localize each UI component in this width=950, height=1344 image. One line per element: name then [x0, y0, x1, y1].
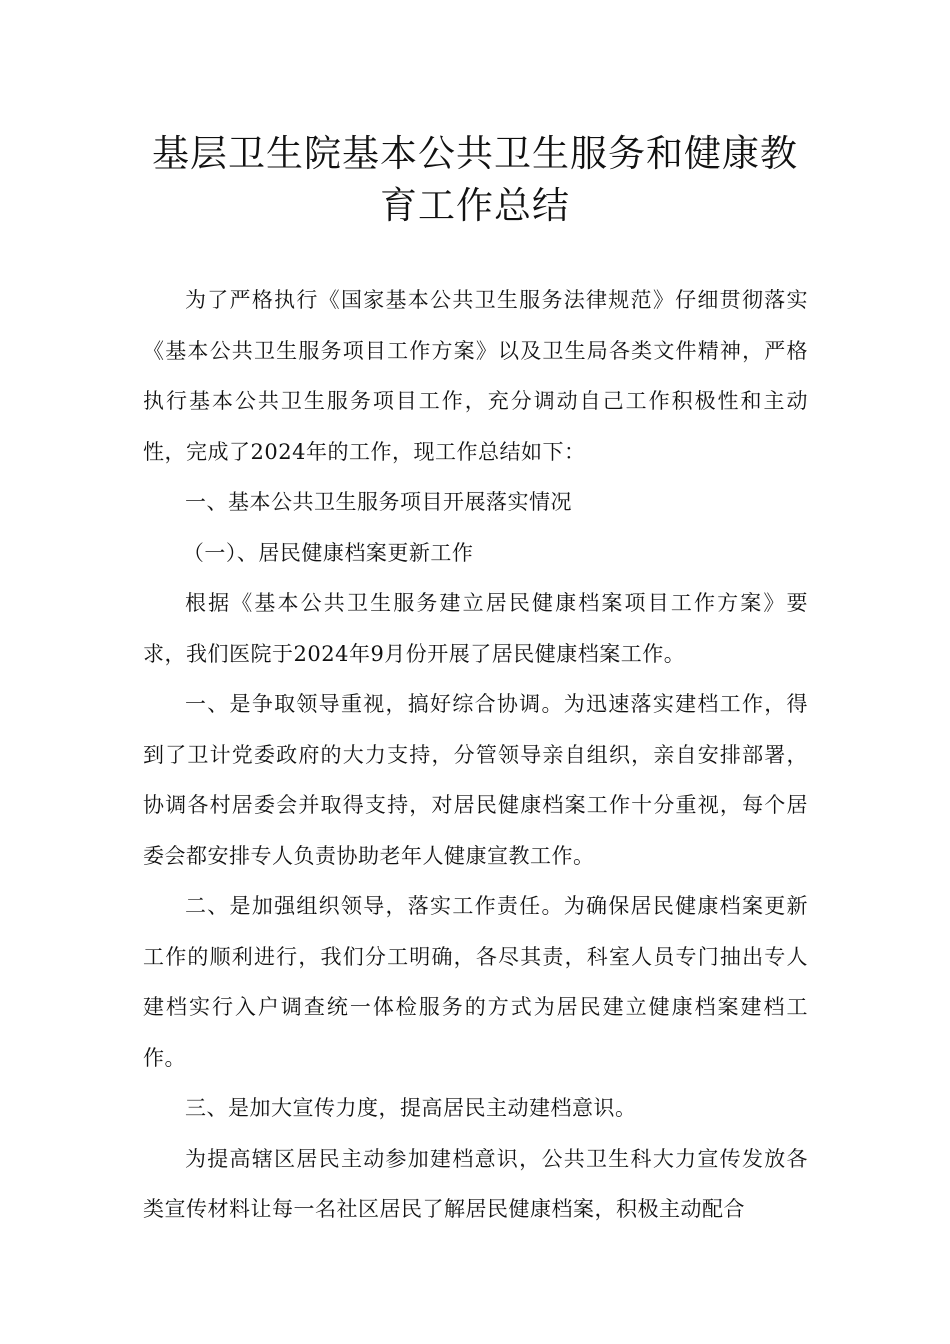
paragraph-point-3: 三、是加大宣传力度，提高居民主动建档意识。	[185, 1096, 637, 1120]
document-title	[120, 128, 830, 232]
intro-paragraph: 为了严格执行《国家基本公共卫生服务法律规范》仔细贯彻落实《基本公共卫生服务项目工作方案》以及卫生局各类文件精神，严格执行基本公共卫生服务项目工作，充分调动自己工作积极性和主动性，完成了2024年的工作，现工作总结如下：	[143, 288, 808, 464]
title-line-2: 育工作总结	[380, 184, 570, 227]
subsection-heading-1: （一）、居民健康档案更新工作	[182, 540, 474, 565]
paragraph-publicity: 为提高辖区居民主动参加建档意识，公共卫生科大力宣传发放各类宣传材料让每一名社区居民了解居民健康档案，积极主动配合	[143, 1146, 808, 1221]
title-line-1: 基层卫生院基本公共卫生服务和健康教	[152, 132, 798, 175]
document-body	[143, 275, 808, 1235]
section-heading-1: 一、基本公共卫生服务项目开展落实情况	[185, 490, 572, 514]
paragraph-point-2: 二、是加强组织领导，落实工作责任。为确保居民健康档案更新工作的顺利进行，我们分工明确，各尽其责，科室人员专门抽出专人建档实行入户调查统一体检服务的方式为居民建立健康档案建档工作。	[143, 894, 808, 1070]
paragraph-basis: 根据《基本公共卫生服务建立居民健康档案项目工作方案》要求，我们医院于2024年9月份开展了居民健康档案工作。	[143, 591, 808, 666]
paragraph-point-1: 一、是争取领导重视，搞好综合协调。为迅速落实建档工作，得到了卫计党委政府的大力支持，分管领导亲自组织，亲自安排部署，协调各村居委会并取得支持，对居民健康档案工作十分重视，每个居委会都安排专人负责协助老年人健康宣教工作。	[143, 692, 808, 868]
